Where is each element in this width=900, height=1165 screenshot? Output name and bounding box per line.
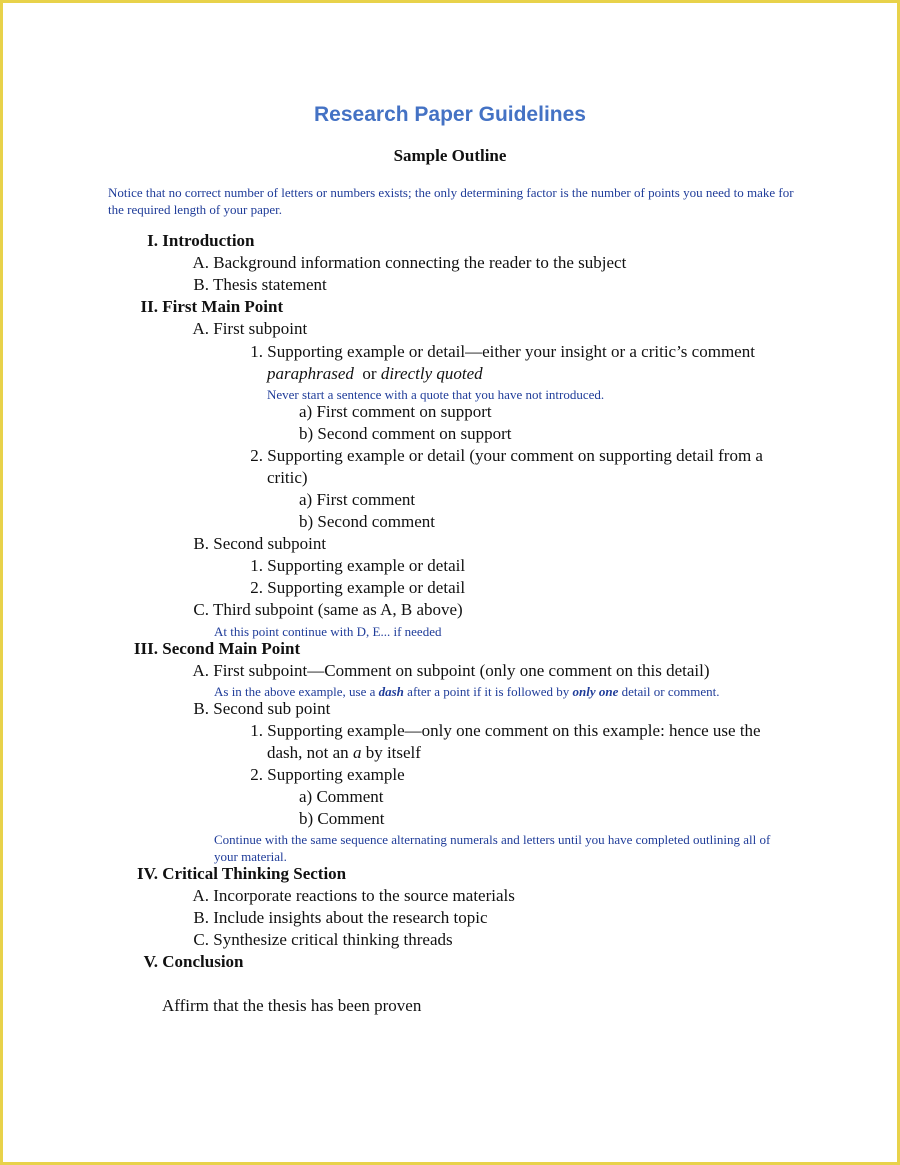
outline-comment: b) Second comment on support bbox=[299, 424, 512, 443]
outline-item: C. Third subpoint (same as A, B above) bbox=[193, 600, 463, 619]
outline-item: A. First subpoint—Comment on subpoint (only one comment on this detail) bbox=[192, 661, 710, 680]
sequence-note: Continue with the same sequence alternating numerals and letters until you have completed outlining all of your material. bbox=[214, 832, 771, 864]
section-heading-first-main-point bbox=[103, 297, 283, 317]
section-numeral: II. bbox=[140, 297, 158, 316]
section-heading-critical-thinking bbox=[103, 864, 346, 884]
outline-subitem: 1. Supporting example or detail bbox=[250, 556, 466, 575]
outline-comment: b) Second comment bbox=[299, 512, 435, 531]
document-subtitle: Sample Outline bbox=[393, 146, 507, 165]
intro-note: Notice that no correct number of letters or numbers exists; the only determining factor is the number of points you need to make for the required length of your paper. bbox=[108, 185, 794, 217]
outline-subitem: 1. Supporting example—only one comment on this example: hence use the bbox=[250, 721, 761, 740]
outline-subitem-continuation: paraphrased or directly quoted bbox=[267, 364, 483, 383]
outline-item: A. First subpoint bbox=[192, 319, 308, 338]
outline-subitem-continuation: critic) bbox=[267, 468, 308, 487]
outline-subitem: 2. Supporting example or detail bbox=[250, 578, 466, 597]
closing-statement: Affirm that the thesis has been proven bbox=[162, 996, 422, 1015]
section-heading-second-main-point bbox=[103, 639, 300, 659]
outline-comment: a) First comment on support bbox=[299, 402, 492, 421]
outline-item: B. Include insights about the research topic bbox=[193, 908, 488, 927]
outline-item: C. Synthesize critical thinking threads bbox=[193, 930, 453, 949]
document-title: Research Paper Guidelines bbox=[314, 103, 586, 126]
outline-comment: a) Comment bbox=[299, 787, 384, 806]
outline-item: B. Thesis statement bbox=[193, 275, 327, 294]
section-title: First Main Point bbox=[162, 297, 284, 316]
dash-note: As in the above example, use a dash after a point if it is followed by only one detail or comment. bbox=[214, 684, 720, 699]
outline-item: B. Second sub point bbox=[193, 699, 331, 718]
outline-subitem-continuation: dash, not an a by itself bbox=[267, 743, 421, 762]
section-numeral: I. bbox=[147, 231, 158, 250]
outline-subitem: 1. Supporting example or detail—either your insight or a critic’s comment bbox=[250, 342, 755, 361]
continue-note: At this point continue with D, E... if needed bbox=[214, 624, 442, 639]
section-numeral: IV. bbox=[137, 864, 158, 883]
outline-subitem: 2. Supporting example bbox=[250, 765, 405, 784]
section-title: Second Main Point bbox=[162, 639, 301, 658]
section-heading-conclusion bbox=[103, 952, 244, 972]
outline-item: B. Second subpoint bbox=[193, 534, 327, 553]
section-heading-introduction bbox=[103, 231, 255, 251]
section-numeral: V. bbox=[143, 952, 158, 971]
outline-item: A. Background information connecting the reader to the subject bbox=[192, 253, 627, 272]
section-title: Conclusion bbox=[162, 952, 244, 971]
outline-subitem: 2. Supporting example or detail (your comment on supporting detail from a bbox=[250, 446, 763, 465]
section-title: Critical Thinking Section bbox=[162, 864, 347, 883]
section-title: Introduction bbox=[162, 231, 255, 250]
outline-comment: a) First comment bbox=[299, 490, 416, 509]
section-numeral: III. bbox=[133, 639, 158, 658]
quote-note: Never start a sentence with a quote that you have not introduced. bbox=[267, 387, 605, 402]
outline-item: A. Incorporate reactions to the source materials bbox=[192, 886, 515, 905]
outline-comment: b) Comment bbox=[299, 809, 385, 828]
